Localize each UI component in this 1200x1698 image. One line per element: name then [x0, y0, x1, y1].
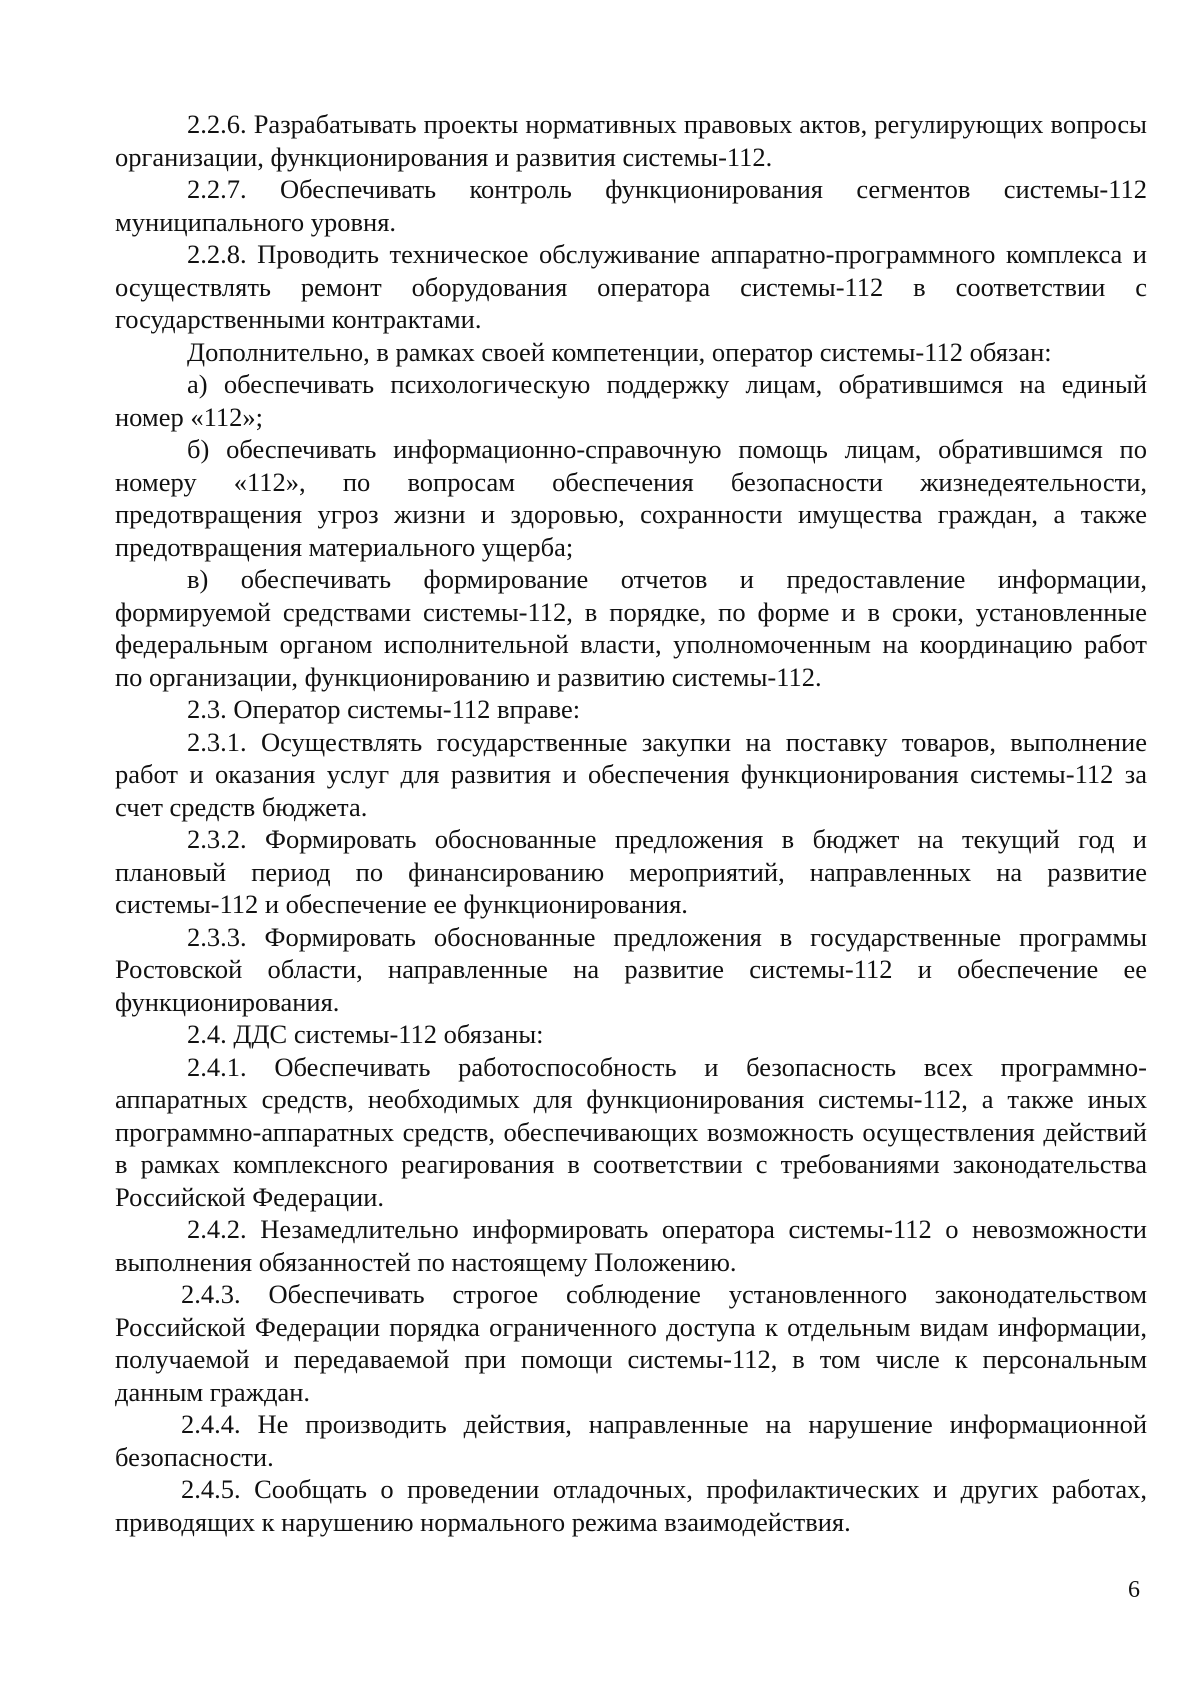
- paragraph-2-2-8: 2.2.8. Проводить техническое обслуживание аппаратно-программного комплекса и осуществлять ремонт оборудования оператора системы-112 в соответствии с государственными контрактами.: [115, 239, 1147, 334]
- page-number: 6: [1128, 1577, 1140, 1603]
- document-body: [115, 108, 1147, 1538]
- paragraph-2-2-6: 2.2.6. Разрабатывать проекты нормативных правовых актов, регулирующих вопросы организации, функционирования и развития системы-112.: [115, 109, 1147, 172]
- paragraph-2-4-5: 2.4.5. Сообщать о проведении отладочных, профилактических и других работах, приводящих к нарушению нормального режима взаимодействия.: [115, 1474, 1147, 1537]
- paragraph-2-3-3: 2.3.3. Формировать обоснованные предложения в государственные программы Ростовской области, направленные на развитие системы-112 и обеспечение ее функционирования.: [115, 921, 1147, 1017]
- paragraph-2-3-1: 2.3.1. Осуществлять государственные закупки на поставку товаров, выполнение работ и оказания услуг для развития и обеспечения функционирования системы-112 за счет средств бюджета.: [115, 726, 1147, 822]
- paragraph-2-3: 2.3. Оператор системы-112 вправе:: [187, 694, 581, 724]
- paragraph-2-3-2: 2.3.2. Формировать обоснованные предложения в бюджет на текущий год и плановый период по финансированию мероприятий, направленных на развитие системы-112 и обеспечение ее функционирования.: [115, 824, 1147, 919]
- paragraph-2-4-4: 2.4.4. Не производить действия, направленные на нарушение информационной безопасности.: [115, 1409, 1147, 1472]
- paragraph-item-v: в) обеспечивать формирование отчетов и предоставление информации, формируемой средствами системы-112, в порядке, по форме и в сроки, установленные федеральным органом исполнительной власти, уполномоченным на координацию работ по организации, функционированию и развитию системы-112.: [115, 564, 1147, 692]
- paragraph-2-4-2: 2.4.2. Незамедлительно информировать оператора системы-112 о невозможности выполнения обязанностей по настоящему Положению.: [115, 1214, 1147, 1277]
- paragraph-2-4-3: 2.4.3. Обеспечивать строгое соблюдение установленного законодательством Российской Федерации порядка ограниченного доступа к отдельным видам информации, получаемой и передаваемой при помощи системы-112, в том числе к персональным данным граждан.: [115, 1279, 1147, 1407]
- paragraph-2-4: 2.4. ДДС системы-112 обязаны:: [187, 1019, 544, 1049]
- paragraph-2-2-7: 2.2.7. Обеспечивать контроль функционирования сегментов системы-112 муниципального уровня.: [115, 174, 1147, 237]
- paragraph-2-4-1: 2.4.1. Обеспечивать работоспособность и безопасность всех программно-аппаратных средств, необходимых для функционирования системы-112, а также иных программно-аппаратных средств, обеспечивающих возможность осуществления действий в рамках комплексного реагирования в соответствии с требованиями законодательства Российской Федерации.: [115, 1051, 1147, 1212]
- paragraph-item-b: б) обеспечивать информационно-справочную помощь лицам, обратившимся по номеру «112», по вопросам обеспечения безопасности жизнедеятельности, предотвращения угроз жизни и здоровью, сохранности имущества граждан, а также предотвращения материального ущерба;: [115, 434, 1147, 562]
- paragraph-additional-duties: Дополнительно, в рамках своей компетенции, оператор системы-112 обязан:: [187, 336, 1052, 367]
- paragraph-item-a: а) обеспечивать психологическую поддержку лицам, обратившимся на единый номер «112»;: [115, 369, 1147, 432]
